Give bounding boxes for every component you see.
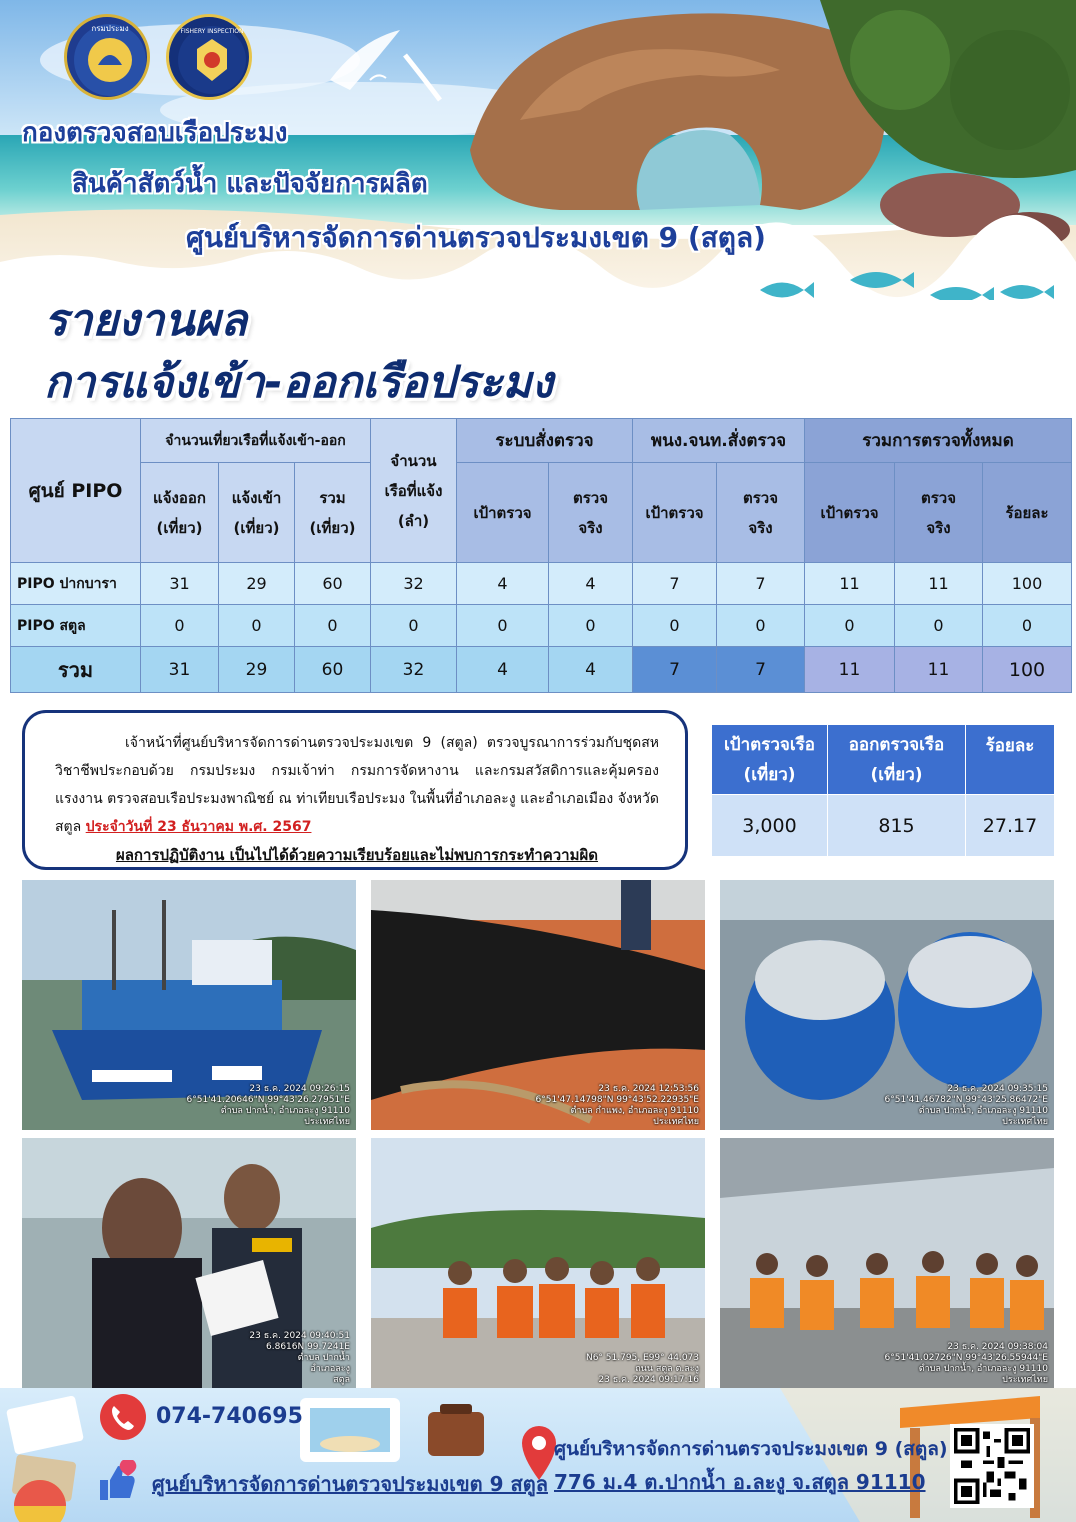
cell-percent: 0 [983,605,1072,647]
qr-code[interactable] [950,1424,1034,1508]
header-system-ordered-group: ระบบสั่งตรวจ [457,419,633,463]
photo-timestamp [187,1084,350,1128]
photo-timestamp [885,1084,1048,1128]
header-boats-reported [371,419,457,563]
cell-percent: 100 [983,647,1072,693]
address-line1: ศูนย์บริหารจัดการด่านตรวจประมงเขต 9 (สตูล) [554,1438,948,1460]
timestamp-line1: 23 ธ.ค. 2024 09:40:51 [249,1331,350,1341]
cell-system-actual: 4 [549,563,633,605]
cell-boats: 32 [371,647,457,693]
timestamp-line3: 23 ธ.ค. 2024 09:17:16 [598,1375,699,1385]
summary-result: ผลการปฏิบัติงาน เป็นไปได้ด้วยความเรียบร้อยและไม่พบการกระทำความผิด [115,846,599,864]
header-in-line1: แจ้งเข้า [231,488,282,507]
cell-officer-target: 7 [633,563,717,605]
cell-notified-out: 31 [141,647,219,693]
cell-all-target: 11 [805,563,895,605]
cell-officer-actual: 7 [717,563,805,605]
location-pin-icon [522,1426,556,1480]
cell-target-percent: 27.17 [966,795,1055,857]
header-total-inspection-group: รวมการตรวจทั้งหมด [805,419,1072,463]
photo-fishing-net [371,880,705,1130]
facebook-like-icon [96,1460,140,1504]
cell-total-trips: 0 [295,605,371,647]
cell-officer-target: 0 [633,605,717,647]
fishery-inspection-logo [166,14,252,100]
header-division-line1: กองตรวจสอบเรือประมง [22,118,288,148]
cell-target-trips: 3,000 [712,795,828,857]
header-division-line2: สินค้าสัตว์น้ำ และปัจจัยการผลิต [72,169,428,199]
header-boats-line1: จำนวน [390,451,437,470]
photo-timestamp [885,1342,1048,1386]
header-system-target: เป้าตรวจ [457,463,549,563]
contact-footer [0,1388,1076,1522]
header-all-actual [895,463,983,563]
svg-text:FISHERY INSPECTION: FISHERY INSPECTION [180,28,244,35]
cell-all-actual: 0 [895,605,983,647]
report-title-line2: การแจ้งเข้า-ออกเรือประมง [44,357,553,408]
cell-notified-in: 29 [219,563,295,605]
photo-timestamp [249,1331,350,1386]
header-target-line1: เป้าตรวจเรือ [724,734,815,755]
row-name: PIPO สตูล [11,605,141,647]
report-title [44,290,553,414]
photo-crew-group-large [720,1138,1054,1388]
photo-document-check [22,1138,356,1388]
timestamp-line2: 6°51'41.46782"N 99°43'25.86472"E [884,1095,1048,1105]
timestamp-line2: 6°51'41.02726"N 99°43'26.55944"E [884,1353,1048,1363]
header-total-trips [295,463,371,563]
cell-system-target: 4 [457,563,549,605]
cell-notified-in: 29 [219,647,295,693]
row-name: PIPO ปากบารา [11,563,141,605]
header-target-line2: (เที่ยว) [743,764,796,785]
operation-summary-box [22,710,688,870]
timestamp-line2: 6.8616N 99.7241E [266,1342,350,1352]
header-boats-line2: เรือที่แจ้ง [384,481,443,500]
fish-school-decoration [700,270,1060,300]
header-in-line2: (เที่ยว) [233,518,280,537]
table-row-total [11,647,1072,693]
timestamp-line4: อำเภอละงู [310,1364,350,1374]
cell-notified-in: 0 [219,605,295,647]
department-of-fisheries-logo [64,14,150,100]
header-notified-out [141,463,219,563]
summary-text: เจ้าหน้าที่ศูนย์บริหารจัดการด่านตรวจประมงเขต 9 (สตูล) ตรวจบูรณาการร่วมกับชุดสหวิชาชีพประกอบด้วย กรมประมง กรมเจ้าท่า กรมการจัดหางาน และกรมสวัสดิการและคุ้มครองแรงงาน ตรวจสอบเรือประมงพาณิชย์ ณ ท่าเทียบเรือประมง ในพื้นที่อำเภอละงู และอำเภอเมือง จังหวัดสตูล [55,735,659,835]
header-pipo-center: ศูนย์ PIPO [11,419,141,563]
timestamp-line3: ตำบล ปากน้ำ [297,1353,350,1363]
header-target-percent: ร้อยละ [966,725,1055,795]
timestamp-line4: ประเทศไทย [304,1117,350,1127]
cell-system-target: 0 [457,605,549,647]
timestamp-line2: ถนน สตูล ต.ละงู [635,1364,699,1374]
cell-officer-actual: 0 [717,605,805,647]
vessel-report-table [10,418,1072,693]
photo-timestamp [586,1353,699,1386]
header-out-line2: (เที่ยว) [156,518,203,537]
cell-system-actual: 0 [549,605,633,647]
cell-total-trips: 60 [295,563,371,605]
cell-system-actual: 4 [549,647,633,693]
header-boats-line3: (ลำ) [397,511,430,530]
cell-all-actual: 11 [895,563,983,605]
cell-total-trips: 60 [295,647,371,693]
cell-all-target: 11 [805,647,895,693]
photo-fishing-vessel [22,880,356,1130]
timestamp-line2: 6°51'41.20646"N 99°43'26.27951"E [186,1095,350,1105]
cell-officer-target: 7 [633,647,717,693]
header-all-actual-line1: ตรวจ [920,488,956,507]
timestamp-line1: N6° 51.795, E99° 44.073 [585,1353,699,1363]
table-row-pipo-satun [11,605,1072,647]
report-title-line1: รายงานผล [44,295,248,346]
cell-notified-out: 31 [141,563,219,605]
cell-system-target: 4 [457,647,549,693]
header-trip-count-group: จำนวนเที่ยวเรือที่แจ้งเข้า-ออก [141,419,371,463]
header-notified-in [219,463,295,563]
header-total-line1: รวม [319,488,346,507]
row-name: รวม [11,647,141,693]
header-inspected-trips [828,725,966,795]
header-out-line1: แจ้งออก [153,488,206,507]
photo-timestamp [536,1084,699,1128]
header-banner [0,0,1076,300]
cell-all-target: 0 [805,605,895,647]
header-system-actual [549,463,633,563]
header-inspected-line2: (เที่ยว) [870,764,923,785]
cell-boats: 0 [371,605,457,647]
header-officer-actual-line1: ตรวจ [742,488,778,507]
photo-fish-catch [720,880,1054,1130]
timestamp-line3: ตำบล กำแพง, อำเภอละงู 91110 [570,1106,699,1116]
cell-boats: 32 [371,563,457,605]
table-row-pipo-pakbara [11,563,1072,605]
header-all-target: เป้าตรวจ [805,463,895,563]
header-percent: ร้อยละ [983,463,1072,563]
photo-crew-group-small [371,1138,705,1388]
timestamp-line3: ตำบล ปากน้ำ, อำเภอละงู 91110 [918,1364,1048,1374]
timestamp-line5: สตูล [333,1375,350,1385]
timestamp-line4: ประเทศไทย [653,1117,699,1127]
cell-inspected-trips: 815 [828,795,966,857]
crew-group-image [371,1138,705,1388]
cell-percent: 100 [983,563,1072,605]
summary-date: ประจำวันที่ 23 ธันวาคม พ.ศ. 2567 [85,819,312,835]
header-officer-actual [717,463,805,563]
phone-number[interactable]: 074-740695 [156,1404,303,1429]
cell-notified-out: 0 [141,605,219,647]
timestamp-line1: 23 ธ.ค. 2024 12:53:56 [598,1084,699,1094]
header-system-actual-line2: จริง [578,518,603,537]
timestamp-line2: 6°51'47.14798"N 99°43'52.22935"E [535,1095,699,1105]
address-line2: 776 ม.4 ต.ปากน้ำ อ.ละงู จ.สตูล 91110 [554,1470,926,1494]
header-all-actual-line2: จริง [926,518,951,537]
cell-officer-actual: 7 [717,647,805,693]
timestamp-line1: 23 ธ.ค. 2024 09:35:15 [947,1084,1048,1094]
header-inspected-line1: ออกตรวจเรือ [848,734,945,755]
timestamp-line3: ตำบล ปากน้ำ, อำเภอละงู 91110 [220,1106,350,1116]
summary-paragraph [55,729,659,841]
cell-all-actual: 11 [895,647,983,693]
header-officer-ordered-group: พนง.จนท.สั่งตรวจ [633,419,805,463]
timestamp-line3: ตำบล ปากน้ำ, อำเภอละงู 91110 [918,1106,1048,1116]
header-center-name: ศูนย์บริหารจัดการด่านตรวจประมงเขต 9 (สตูล) [186,221,766,254]
timestamp-line1: 23 ธ.ค. 2024 09:26:15 [249,1084,350,1094]
timestamp-line4: ประเทศไทย [1002,1375,1048,1385]
header-system-actual-line1: ตรวจ [572,488,608,507]
timestamp-line4: ประเทศไทย [1002,1117,1048,1127]
header-officer-actual-line2: จริง [748,518,773,537]
header-officer-target: เป้าตรวจ [633,463,717,563]
svg-text:กรมประมง: กรมประมง [91,24,129,33]
annual-target-table [711,724,1055,857]
header-target-trips [712,725,828,795]
timestamp-line1: 23 ธ.ค. 2024 09:38:04 [947,1342,1048,1352]
header-total-line2: (เที่ยว) [309,518,356,537]
facebook-page-name[interactable]: ศูนย์บริหารจัดการด่านตรวจประมงเขต 9 สตูล [152,1472,548,1496]
phone-icon [100,1394,146,1440]
